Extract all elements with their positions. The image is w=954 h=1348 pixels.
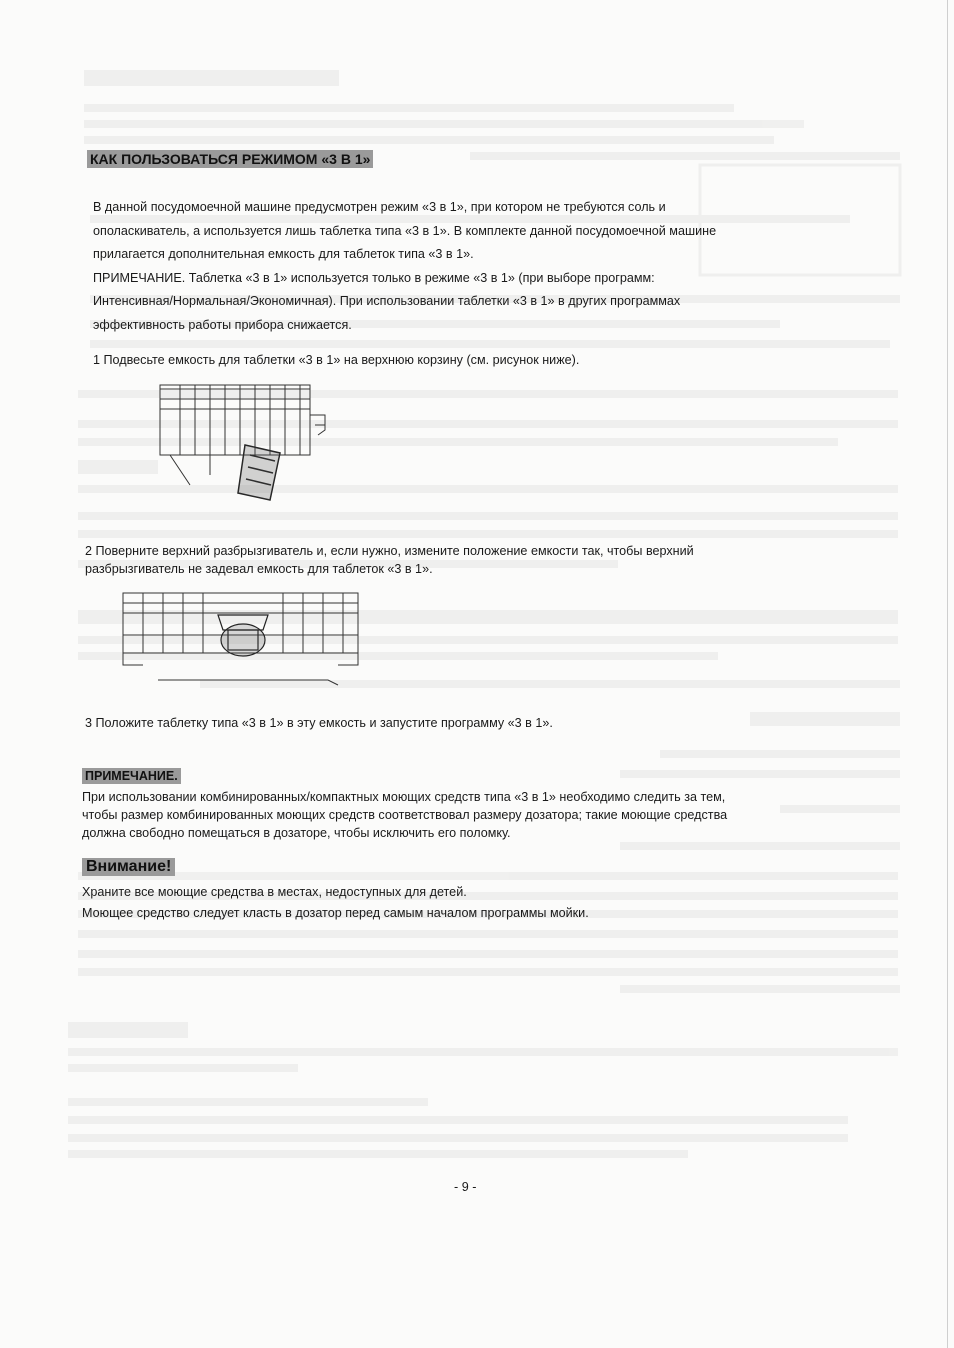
warning-line: Моющее средство следует класть в дозатор перед самым началом программы мойки. [82,906,589,920]
step-2-line: разбрызгиватель не задевал емкость для таблеток «3 в 1». [85,562,433,576]
step-3: 3 Положите таблетку типа «3 в 1» в эту емкость и запустите программу «3 в 1». [85,716,553,730]
note-line: При использовании комбинированных/компактных моющих средств типа «3 в 1» необходимо следить за тем, [82,790,726,804]
intro-note-line: эффективность работы прибора снижается. [93,317,352,332]
page-number: - 9 - [454,1180,477,1194]
note-title: ПРИМЕЧАНИЕ. [82,768,181,784]
note-text [82,788,842,842]
intro-note-line: ПРИМЕЧАНИЕ. Таблетка «3 в 1» используется только в режиме «3 в 1» (при выборе программ: [93,270,655,285]
step-1: 1 Подвесьте емкость для таблетки «3 в 1» на верхнюю корзину (см. рисунок ниже). [93,353,580,367]
note-line: чтобы размер комбинированных моющих средств соответствовал размеру дозатора; такие моющие средства [82,808,728,822]
step-2-line: 2 Поверните верхний разбрызгиватель и, если нужно, измените положение емкости так, чтобы верхний [85,544,694,558]
note-line: должна свободно помещаться в дозаторе, чтобы исключить его поломку. [82,826,511,840]
intro-line: В данной посудомоечной машине предусмотрен режим «3 в 1», при котором не требуются соль и [93,200,666,214]
section-title: КАК ПОЛЬЗОВАТЬСЯ РЕЖИМОМ «3 В 1» [87,150,373,168]
page-edge [947,0,948,1348]
intro-note-line: Интенсивная/Нормальная/Экономичная). При использовании таблетки «3 в 1» в других программах [93,294,681,308]
intro-text [93,196,833,337]
basket-illustration [150,375,340,510]
step-2 [85,542,694,578]
spray-arm-illustration [118,585,368,690]
intro-line: ополаскиватель, а используется лишь таблетка типа «3 в 1». В комплекте данной посудомоечной машине [93,223,717,238]
warning-title: Внимание! [82,858,175,876]
warning-line: Храните все моющие средства в местах, недоступных для детей. [82,885,467,899]
warning-text [82,882,842,924]
intro-line: прилагается дополнительная емкость для таблеток типа «3 в 1». [93,247,474,261]
